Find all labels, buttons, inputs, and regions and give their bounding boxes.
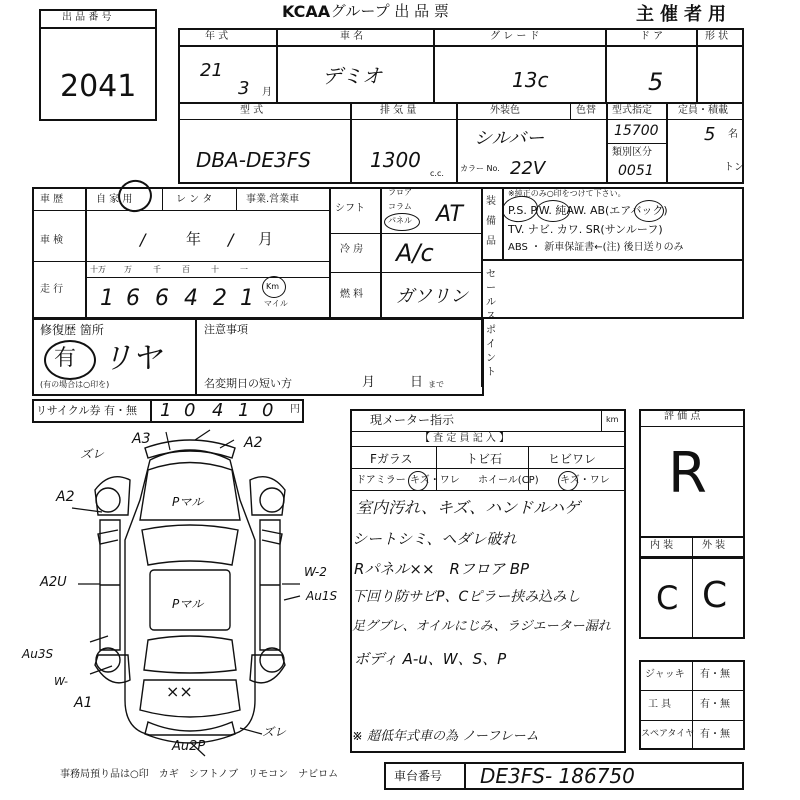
recycle-digit-1: 0 bbox=[184, 400, 196, 421]
tobi-label: トビ石 bbox=[466, 452, 503, 466]
inspection-label: 車 検 bbox=[40, 235, 64, 246]
equip-label: 装 備 品 bbox=[486, 196, 496, 247]
form-title: .グループ 出 品 票 bbox=[326, 2, 449, 20]
doors-label: ド ア bbox=[640, 31, 664, 42]
grade-label: グ レ ー ド bbox=[490, 31, 540, 42]
color-no-value: 22V bbox=[510, 158, 546, 179]
crack-label: ヒビワレ bbox=[548, 452, 597, 466]
history-business: 事業.営業車 bbox=[246, 194, 300, 205]
car-hood bbox=[140, 463, 240, 521]
shift-opt-floor: フロア bbox=[388, 188, 412, 197]
recycle-digit-2: 4 bbox=[212, 400, 224, 421]
history-private: 自 家 用 bbox=[96, 194, 133, 205]
recycle-label: リサイクル券 有・無 bbox=[36, 404, 137, 417]
capacity-unit: 名 bbox=[728, 129, 738, 140]
equip-line-2: TV. ナビ. カワ. SR(サンルーフ) bbox=[508, 223, 663, 236]
wheel-front-right bbox=[260, 488, 284, 512]
meter-unit: km bbox=[606, 415, 619, 424]
wheel-opts: キズ・ワレ bbox=[560, 475, 610, 486]
cc-value: 1300 bbox=[370, 148, 421, 172]
mileage-digit-0: 1 bbox=[100, 286, 114, 311]
capacity-label: 定員・積載 bbox=[678, 105, 728, 116]
grade-label: 評 価 点 bbox=[664, 411, 701, 422]
door-mirror-label: ドアミラー bbox=[356, 475, 406, 486]
year-month-unit: 月 bbox=[262, 87, 272, 98]
model-label: 型 式 bbox=[240, 105, 264, 116]
mark-zure-top: ズレ bbox=[80, 447, 105, 461]
digit-unit-5: 一 bbox=[240, 265, 248, 274]
exterior-label: 外 装 bbox=[702, 540, 726, 551]
name-label: 車 名 bbox=[340, 31, 364, 42]
tools-label: 工 具 bbox=[648, 699, 672, 710]
note-line-4: 下回り防サビP、Cピラー挟み込みし bbox=[352, 589, 581, 605]
exterior-value: C bbox=[702, 575, 728, 616]
inspection-month-unit: 月 bbox=[258, 230, 274, 248]
shift-opt-column: コラム bbox=[388, 202, 412, 211]
wheel-rear-right bbox=[260, 648, 284, 672]
ac-value: A/c bbox=[396, 239, 434, 267]
inspector-title: 【 査 定 員 記 入 】 bbox=[420, 433, 510, 444]
mileage-label: 走 行 bbox=[40, 284, 64, 295]
digit-unit-4: 十 bbox=[211, 265, 219, 274]
km-label: Km bbox=[266, 282, 280, 291]
repair-label: 修復歴 箇所 bbox=[40, 323, 104, 337]
mark-a2u: A2U bbox=[40, 575, 67, 590]
tools-opts: 有・無 bbox=[700, 699, 730, 710]
mileage-digit-1: 6 bbox=[126, 286, 140, 311]
wheel-front-left bbox=[96, 488, 120, 512]
mark-w-left: W- bbox=[54, 675, 68, 688]
mark-au2p: Au2P bbox=[172, 739, 206, 754]
digit-unit-0: 十万 bbox=[90, 265, 106, 274]
history-rental: レ ン タ bbox=[176, 194, 213, 205]
car-name: デミオ bbox=[322, 64, 382, 88]
year-value: 21 bbox=[200, 60, 223, 81]
mark-w2: W-2 bbox=[304, 565, 327, 579]
mileage-digit-5: 1 bbox=[240, 286, 254, 311]
mark-pmr-roof: Pマル bbox=[172, 597, 204, 611]
digit-unit-3: 百 bbox=[182, 265, 190, 274]
shift-value: AT bbox=[436, 202, 463, 227]
equip-line-3: ABS ・ 新車保証書←(注) 後日送りのみ bbox=[508, 242, 684, 253]
note-line-7: ※ 超低年式車の為 ノーフレーム bbox=[352, 729, 539, 744]
type-label: 型式指定 bbox=[612, 105, 652, 116]
keys-note: 事務局預り品は○印 カギ シフトノブ リモコン ナビロム bbox=[60, 769, 339, 780]
jack-label: ジャッキ bbox=[645, 669, 685, 680]
shift-label: シフト bbox=[335, 203, 365, 214]
mark-au1s: Au1S bbox=[306, 589, 338, 603]
digit-unit-1: 万 bbox=[124, 265, 132, 274]
org-logo: KCAA bbox=[282, 2, 331, 21]
mark-a3: A3 bbox=[132, 431, 151, 447]
glass-label: Fガラス bbox=[370, 452, 413, 466]
grade-value: 13c bbox=[512, 68, 549, 92]
ac-label: 冷 房 bbox=[340, 244, 364, 255]
repair-area: リヤ bbox=[102, 341, 162, 376]
grade-value: R bbox=[668, 441, 707, 506]
shift-opt-panel: パネル bbox=[388, 216, 412, 225]
mark-a2-left: A2 bbox=[56, 489, 75, 505]
mark-pmr-hood: Pマル bbox=[172, 495, 204, 509]
mile-label: マイル bbox=[264, 299, 288, 308]
note-line-6: ボディ A-u、W、S、P bbox=[354, 650, 507, 668]
repair-note: (有の場合は○印を) bbox=[40, 380, 110, 389]
model-value: DBA-DE3FS bbox=[196, 148, 311, 172]
fuel-value: ガソリン bbox=[396, 286, 468, 307]
inspection-year-unit: 年 bbox=[186, 230, 202, 248]
notes-label: 注意事項 bbox=[204, 323, 248, 336]
recycle-unit: 円 bbox=[290, 404, 300, 415]
copy-label: 主催者用 bbox=[636, 4, 732, 25]
color-value: シルバー bbox=[474, 128, 545, 149]
repair-value: 有 bbox=[54, 346, 77, 371]
chassis-value: DE3FS- 186750 bbox=[480, 764, 635, 788]
capacity-value: 5 bbox=[704, 124, 716, 145]
deadline-month: 月 bbox=[362, 375, 376, 390]
year-month: 3 bbox=[238, 78, 250, 99]
equip-note: ※純正のみ○印をつけて下さい。 bbox=[508, 189, 626, 198]
mark-a1: A1 bbox=[74, 695, 93, 711]
class-value: 0051 bbox=[618, 163, 654, 179]
year-label: 年 式 bbox=[205, 31, 229, 42]
jack-opts: 有・無 bbox=[700, 669, 730, 680]
car-windshield bbox=[142, 525, 238, 565]
note-line-3: Rパネル×× Rフロア BP bbox=[354, 560, 530, 578]
mark-au3s: Au3S bbox=[22, 647, 54, 661]
deadline-day: 日 bbox=[410, 375, 424, 390]
note-line-2: シートシミ、ヘダレ破れ bbox=[352, 530, 517, 548]
lot-label: 出 品 番 号 bbox=[62, 12, 112, 23]
inspection-dash-year: / bbox=[140, 230, 146, 249]
wheel-rear-left bbox=[96, 648, 120, 672]
class-label: 類別区分 bbox=[612, 147, 652, 158]
note-line-5: 足グブレ、オイルにじみ、ラジエーター漏れ bbox=[352, 619, 611, 634]
lot-number: 2041 bbox=[60, 69, 137, 104]
history-label: 車 歴 bbox=[40, 194, 64, 205]
chassis-label: 車台番号 bbox=[394, 769, 443, 783]
equip-line-1: P.S. P.W. 純AW. AB(エアバック) bbox=[508, 204, 668, 217]
spare-label: スペアタイヤ bbox=[641, 729, 695, 739]
mark-a2-top: A2 bbox=[244, 435, 263, 451]
wheel-label: ホイール(CP) bbox=[478, 475, 539, 486]
mark-zure-bottom: ズレ bbox=[262, 725, 287, 739]
inspection-dash-month: / bbox=[228, 230, 234, 249]
interior-value: C bbox=[656, 579, 679, 617]
car-rear-window bbox=[144, 636, 236, 673]
meter-label: 現メーター指示 bbox=[370, 413, 455, 427]
front-bumper bbox=[145, 440, 235, 458]
deadline-suffix: まで bbox=[428, 380, 444, 389]
interior-label: 内 装 bbox=[650, 540, 674, 551]
recycle-digit-0: 1 bbox=[160, 400, 172, 421]
note-line-1: 室内汚れ、キズ、ハンドルハゲ bbox=[356, 498, 581, 517]
color-no-label: カラー No. bbox=[460, 164, 500, 173]
mileage-digit-4: 2 bbox=[213, 286, 227, 311]
spare-opts: 有・無 bbox=[700, 729, 730, 740]
repaint-label: 色替 bbox=[576, 105, 596, 116]
deadline-label: 名変期日の短い方 bbox=[204, 377, 292, 390]
color-label: 外装色 bbox=[490, 105, 520, 116]
load-unit: トン bbox=[724, 162, 744, 173]
type-value: 15700 bbox=[614, 123, 659, 139]
digit-unit-2: 千 bbox=[153, 265, 161, 274]
sales-point-label: セールスポイント bbox=[486, 269, 496, 378]
body-label: 形 状 bbox=[705, 31, 729, 42]
recycle-digit-3: 1 bbox=[238, 400, 250, 421]
cc-label: 排 気 量 bbox=[380, 105, 417, 116]
mark-xx: ×× bbox=[166, 682, 193, 701]
mileage-digit-3: 4 bbox=[184, 286, 198, 311]
fuel-label: 燃 料 bbox=[340, 289, 364, 300]
mileage-digit-2: 6 bbox=[155, 286, 169, 311]
recycle-digit-4: 0 bbox=[262, 400, 274, 421]
door-mirror-opts: キズ・ワレ bbox=[410, 475, 460, 486]
doors-value: 5 bbox=[648, 68, 664, 96]
cc-unit: c.c. bbox=[430, 169, 444, 178]
